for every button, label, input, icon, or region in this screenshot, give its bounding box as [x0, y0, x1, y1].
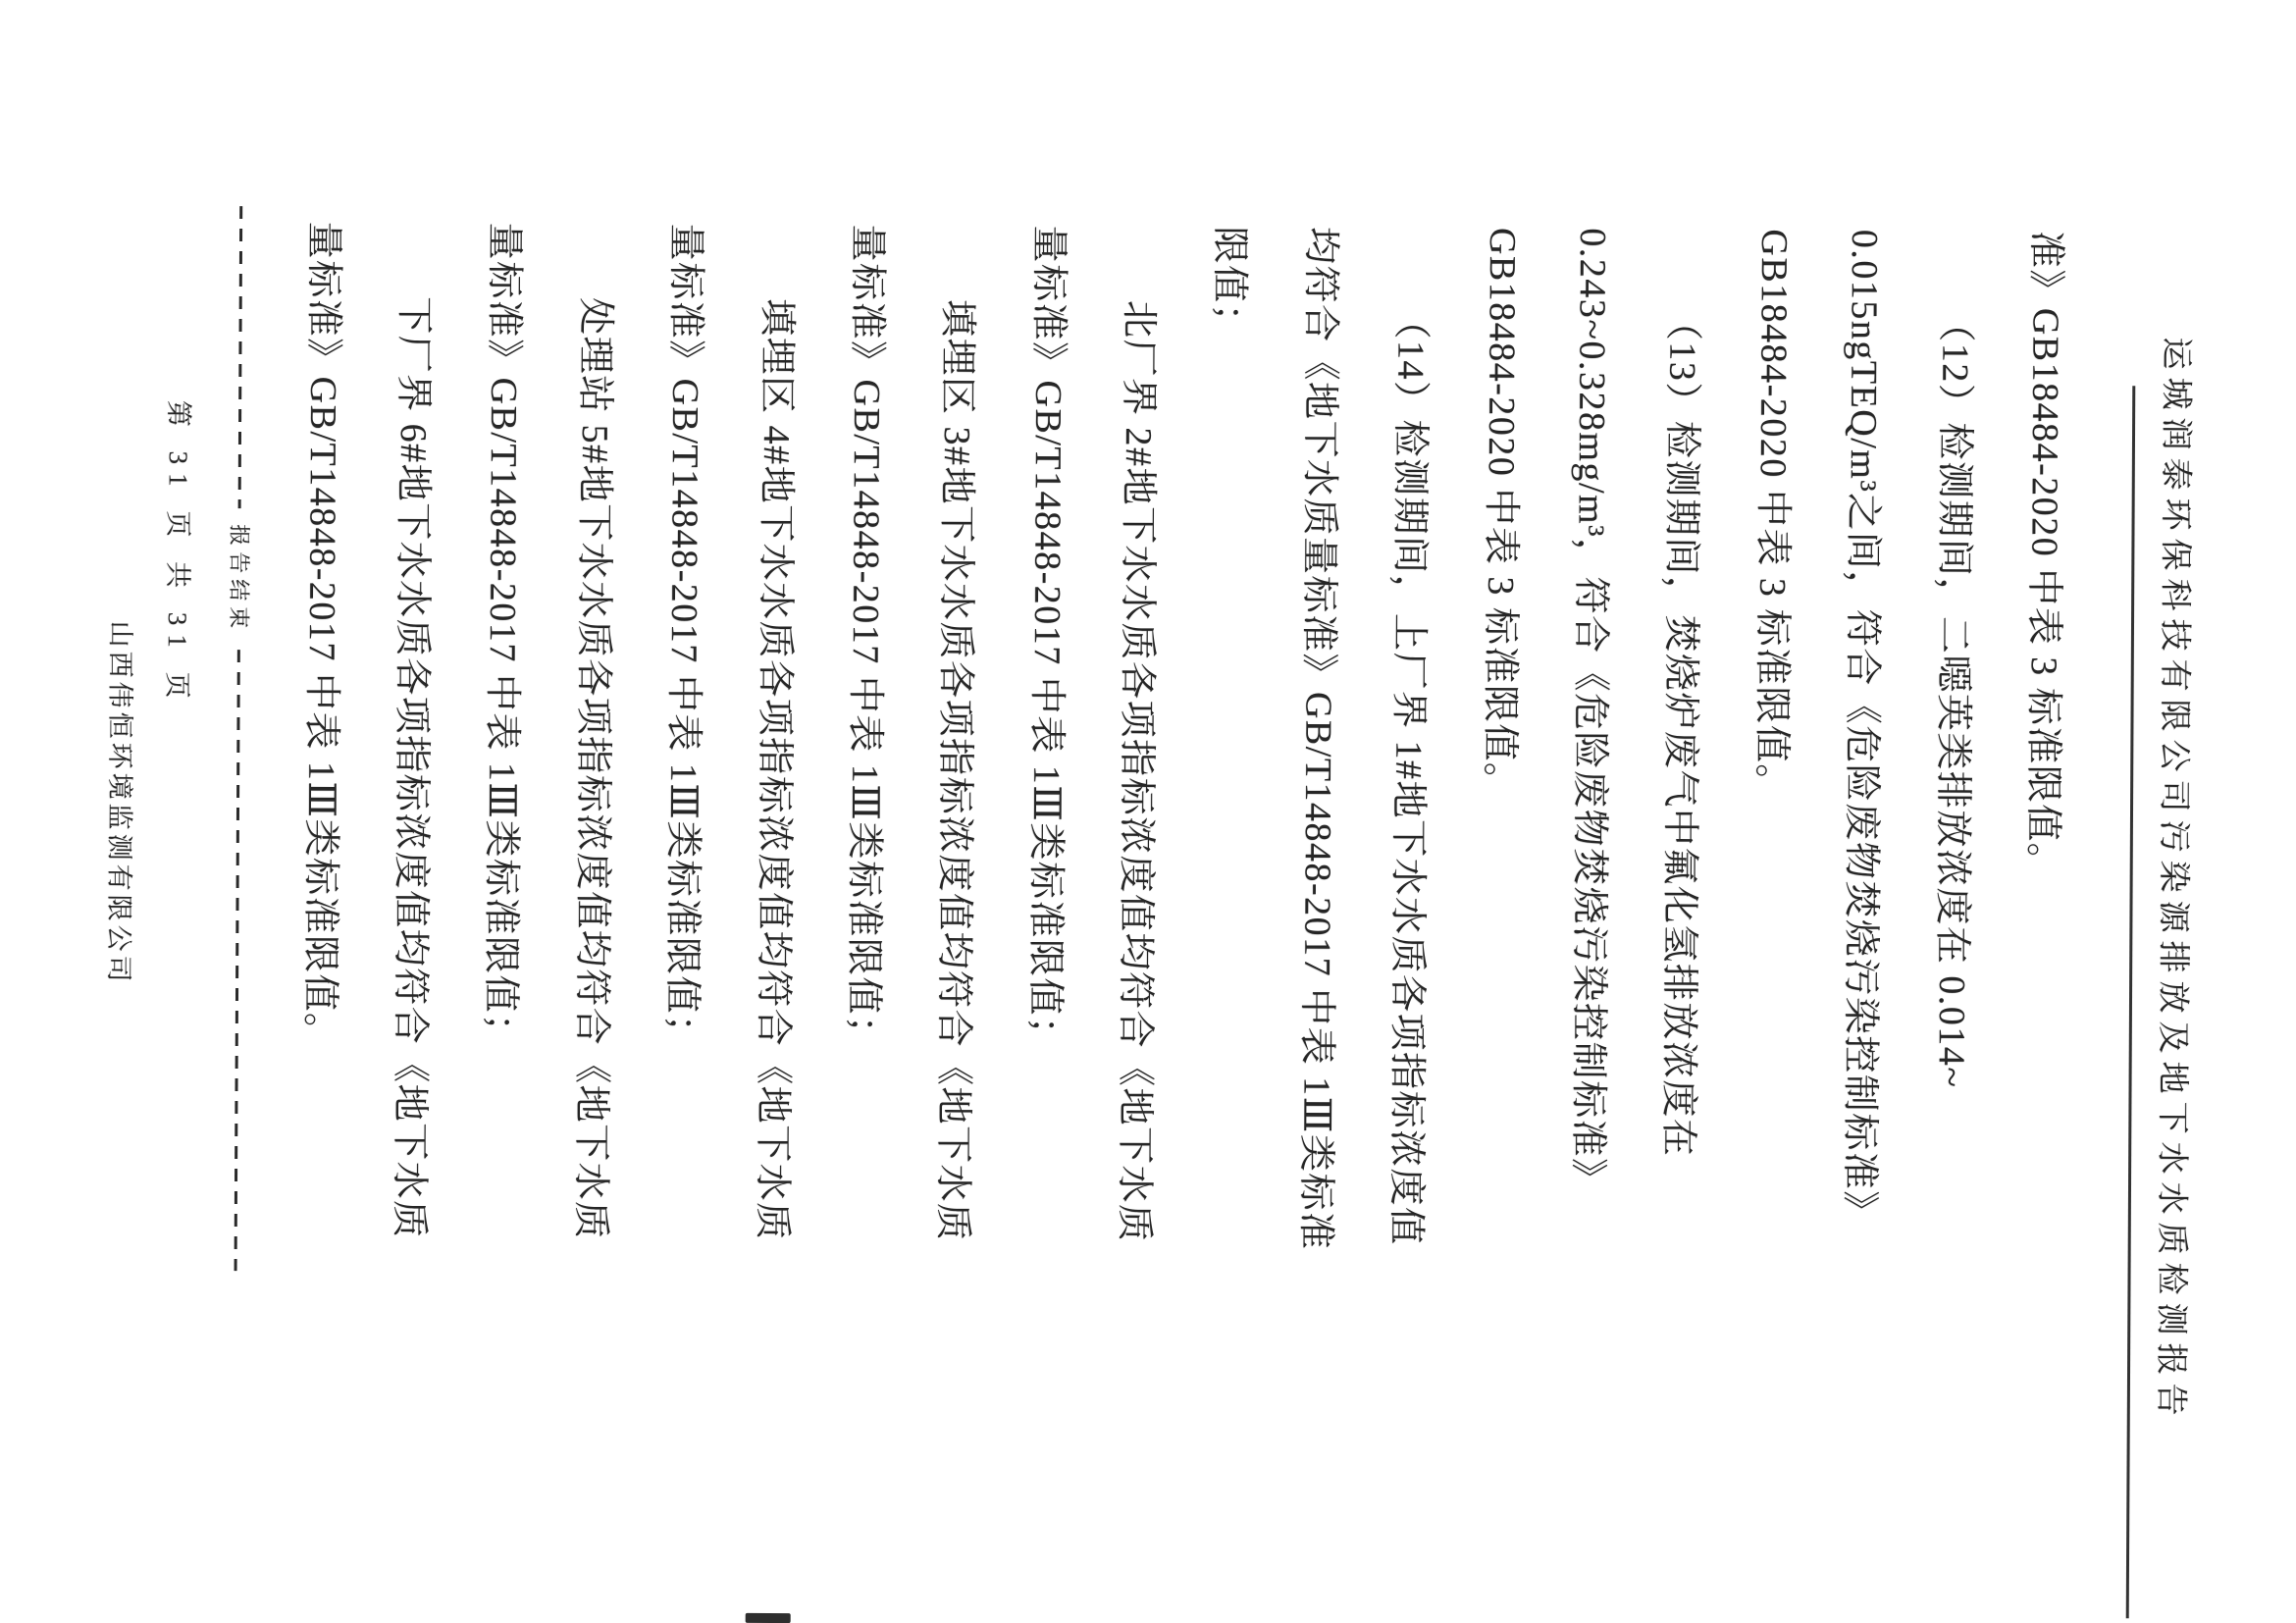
dashed-rule-right	[235, 650, 240, 1271]
body-line: 限值；	[1208, 226, 1251, 343]
report-end-row	[221, 206, 257, 1271]
body-line: 量标准》GB/T14848-2017 中表 1Ⅲ类标准限值；	[842, 224, 889, 1055]
header-underline	[2126, 386, 2136, 1618]
body-line: 准》GB18484-2020 中表 3 标准限值。	[2021, 230, 2067, 882]
report-end-label: 报告结束	[226, 524, 252, 635]
body-line: 量标准》GB/T14848-2017 中表 1Ⅲ类标准限值；	[480, 222, 526, 1053]
body-line: 均符合《地下水质量标准》GB/T14848-2017 中表 1Ⅲ类标准	[1294, 226, 1341, 1251]
body-line: 填埋区 4#地下水水质各项指标浓度值均符合《地下水质	[751, 297, 798, 1241]
body-line: 处理站 5#地下水水质各项指标浓度值均符合《地下水质	[569, 296, 616, 1240]
body-line: （13）检测期间，焚烧炉废气中氟化氢排放浓度在	[1657, 302, 1704, 1158]
body-line: （12）检测期间，二噁英类排放浓度在 0.014~	[1930, 304, 1976, 1089]
body-line: 量标准》GB/T14848-2017 中表 1Ⅲ类标准限值；	[1023, 225, 1070, 1056]
body-line: 量标准》GB/T14848-2017 中表 1Ⅲ类标准限值；	[660, 223, 707, 1054]
body-line: 量标准》GB/T14848-2017 中表 1Ⅲ类标准限值。	[298, 221, 344, 1052]
company-name: 山西伟恒环境监测有限公司	[104, 620, 136, 986]
body-line: 0.243~0.328mg/m³，符合《危险废物焚烧污染控制标准》	[1566, 228, 1614, 1197]
body-line: GB18484-2020 中表 3 标准限值。	[1478, 227, 1523, 802]
body-line: 北厂界 2#地下水水质各项指标浓度值均符合《地下水质	[1113, 299, 1160, 1243]
report-body	[272, 221, 2091, 1477]
scan-artifact	[746, 1613, 791, 1623]
page-header-title: 运城润泰环保科技有限公司污染源排放及地下水水质检测报告	[2152, 337, 2194, 1424]
body-line: 下厂界 6#地下水水质各项指标浓度值均符合《地下水质	[388, 295, 435, 1239]
page-number: 第 31 页 共 31 页	[162, 399, 194, 707]
dashed-rule-left	[238, 206, 243, 508]
body-line: 0.015ngTEQ/m³之间，符合《危险废物焚烧污染控制标准》	[1839, 229, 1886, 1230]
body-line: 填埋区 3#地下水水质各项指标浓度值均符合《地下水质	[932, 298, 979, 1242]
body-line: GB18484-2020 中表 3 标准限值。	[1749, 229, 1795, 803]
body-line: （14）检测期间，上厂界 1#地下水水质各项指标浓度值	[1384, 301, 1432, 1246]
